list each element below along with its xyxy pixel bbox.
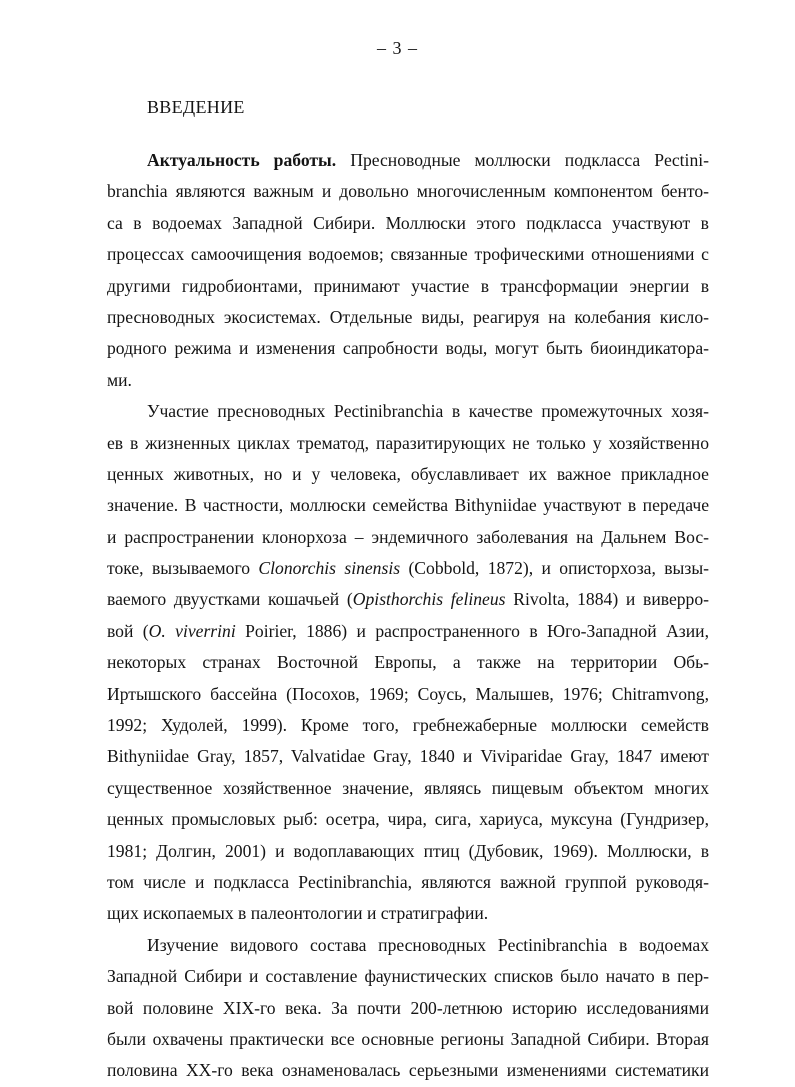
page-number: – 3 –	[377, 38, 418, 58]
paragraph-1-line-4: процессах самоочищения водоемов; связанные трофическими отношениями с	[107, 244, 709, 265]
paragraph-2-line-8: вой (O. viverrini Poirier, 1886) и распространенного в Юго-Западной Азии,	[107, 620, 709, 641]
section-heading: ВВЕДЕНИЕ	[147, 97, 245, 117]
paragraph-1-line-5: другими гидробионтами, принимают участие в трансформации энергии в	[107, 275, 709, 296]
paragraph-2-line-1: Участие пресноводных Pectinibranchia в качестве промежуточных хозя-	[147, 401, 709, 422]
paragraph-3-line-5: половина XX-го века ознаменовалась серьезными изменениями систематики	[107, 1060, 709, 1081]
paragraph-2-line-9: некоторых странах Восточной Европы, а также на территории Обь-	[107, 652, 709, 673]
paragraph-3-line-4: были охвачены практически все основные регионы Западной Сибири. Вторая	[107, 1028, 709, 1049]
paragraph-2-line-5: и распространении клонорхоза – эндемичного заболевания на Дальнем Вос-	[107, 526, 709, 547]
paragraph-2-line-3: ценных животных, но и у человека, обуславливает их важное прикладное	[107, 463, 709, 484]
paragraph-1-line-2: branchia являются важным и довольно многочисленным компонентом бенто-	[107, 181, 709, 202]
paragraph-2-line-7: ваемого двуустками кошачьей (Opisthorchis felineus Rivolta, 1884) и виверро-	[107, 589, 710, 610]
paragraph-2-line-12: Bithyniidae Gray, 1857, Valvatidae Gray, 1840 и Viviparidae Gray, 1847 имеют	[107, 746, 709, 767]
document-body	[107, 145, 709, 1087]
paragraph-1-line-6: пресноводных экосистемах. Отдельные виды, реагируя на колебания кисло-	[107, 306, 709, 327]
paragraph-3-line-2: Западной Сибири и составление фаунистических списков было начато в пер-	[107, 966, 709, 987]
paragraph-1-line-3: са в водоемах Западной Сибири. Моллюски этого подкласса участвуют в	[107, 212, 709, 233]
species-name: Opisthorchis felineus	[352, 589, 506, 610]
paragraph-2-line-17: щих ископаемых в палеонтологии и стратиграфии.	[107, 903, 489, 924]
paragraph-2-line-14: ценных промысловых рыб: осетра, чира, сига, хариуса, муксуна (Гундризер,	[107, 809, 709, 830]
paragraph-2-line-13: существенное хозяйственное значение, являясь пищевым объектом многих	[107, 777, 709, 798]
paragraph-2-line-15: 1981; Долгин, 2001) и водоплавающих птиц (Дубовик, 1969). Моллюски, в	[107, 840, 709, 861]
paragraph-1-line-1: Актуальность работы. Пресноводные моллюски подкласса Pectini-	[147, 150, 709, 170]
paragraph-1-line-8: ми.	[107, 369, 132, 390]
paragraph-lead: Актуальность работы.	[147, 150, 337, 170]
species-name: O. viverrini	[148, 620, 236, 641]
paragraph-2-line-16: том числе и подкласса Pectinibranchia, являются важной группой руководя-	[107, 871, 709, 892]
paragraph-3-line-3: вой половине XIX-го века. За почти 200-летнюю историю исследованиями	[107, 997, 709, 1018]
paragraph-2-line-10: Иртышского бассейна (Посохов, 1969; Соусь, Малышев, 1976; Chitramvong,	[107, 683, 709, 704]
paragraph-2-line-6: токе, вызываемого Clonorchis sinensis (Cobbold, 1872), и описторхоза, вызы-	[107, 558, 710, 579]
species-name: Clonorchis sinensis	[258, 558, 401, 579]
paragraph-3-line-1: Изучение видового состава пресноводных Pectinibranchia в водоемах	[147, 934, 709, 955]
paragraph-2-line-11: 1992; Худолей, 1999). Кроме того, гребнежаберные моллюски семейств	[107, 715, 709, 736]
paragraph-2-line-4: значение. В частности, моллюски семейства Bithyniidae участвуют в передаче	[107, 495, 709, 516]
paragraph-1-line-7: родного режима и изменения сапробности воды, могут быть биоиндикатора-	[107, 338, 709, 359]
paragraph-2-line-2: ев в жизненных циклах трематод, паразитирующих не только у хозяйственно	[107, 432, 709, 453]
